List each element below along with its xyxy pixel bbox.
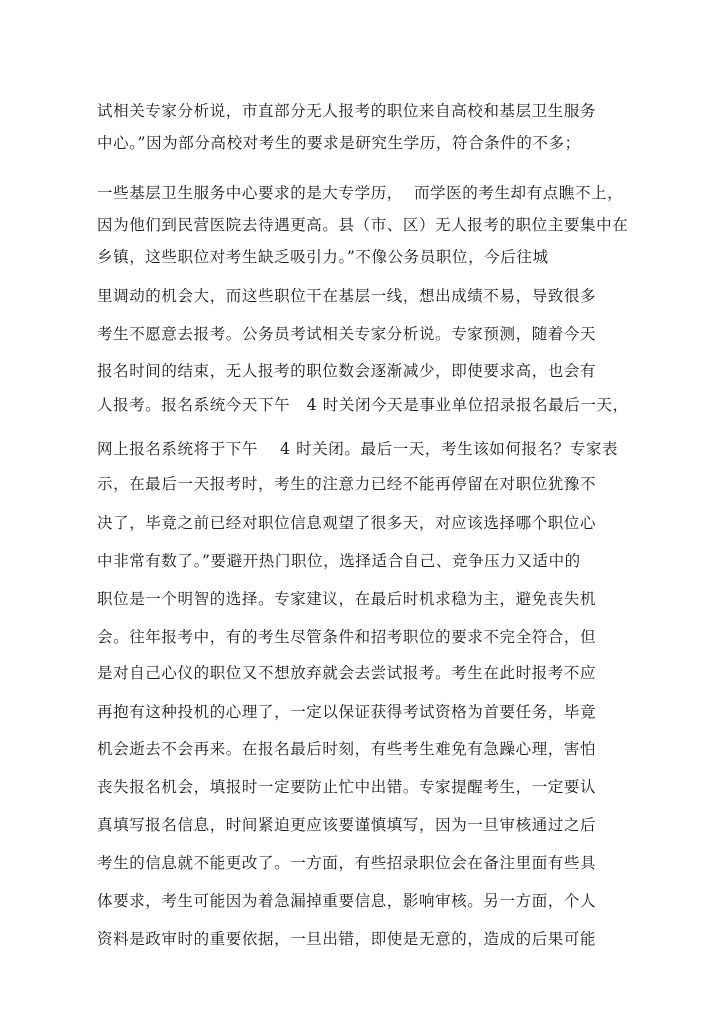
text-line: 丧失报名机会，填报时一定要防止忙中出错。专家提醒考生，一定要认 [97, 778, 597, 796]
text-line: 网上报名系统将于下午 4 时关闭。最后一天，考生该如何报名？专家表 [97, 440, 619, 458]
text-line: 示，在最后一天报考时，考生的注意力已经不能再停留在对职位犹豫不 [97, 475, 597, 493]
text-line: 试相关专家分析说，市直部分无人报考的职位来自高校和基层卫生服务 [97, 102, 597, 120]
text-line: 里调动的机会大，而这些职位干在基层一线，想出成绩不易，导致很多 [97, 287, 597, 305]
text-line: 中非常有数了。”要避开热门职位，选择适合自己、竞争压力又适中的 [97, 552, 581, 570]
text-line: 资料是政审时的重要依据，一旦出错，即使是无意的，造成的后果可能 [97, 930, 597, 948]
text-line: 真填写报名信息，时间紧迫更应该要谨慎填写，因为一旦审核通过之后 [97, 816, 597, 834]
text-line: 报名时间的结束，无人报考的职位数会逐渐减少，即使要求高，也会有 [97, 362, 597, 380]
text-line: 是对自己心仪的职位又不想放弃就会去尝试报考。考生在此时报考不应 [97, 664, 597, 682]
text-line: 因为他们到民营医院去待遇更高。县（市、区）无人报考的职位主要集中在 [97, 216, 629, 234]
text-line: 机会逝去不会再来。在报名最后时刻，有些考生难免有急躁心理，害怕 [97, 740, 597, 758]
text-line: 决了，毕竟之前已经对职位信息观望了很多天，对应该选择哪个职位心 [97, 514, 597, 532]
text-line: 考生不愿意去报考。公务员考试相关专家分析说。专家预测，随着今天 [97, 325, 597, 343]
text-line: 会。往年报考中，有的考生尽管条件和招考职位的要求不完全符合，但 [97, 628, 597, 646]
text-line: 乡镇，这些职位对考生缺乏吸引力。”不像公务员职位，今后往城 [97, 248, 549, 266]
text-line: 体要求，考生可能因为着急漏掉重要信息，影响审核。另一方面，个人 [97, 892, 597, 910]
text-line: 中心。”因为部分高校对考生的要求是研究生学历，符合条件的不多； [97, 134, 581, 152]
text-line: 再抱有这种投机的心理了，一定以保证获得考试资格为首要任务，毕竟 [97, 703, 597, 721]
text-line: 人报考。报名系统今天下午 4 时关闭今天是事业单位招录报名最后一天， [97, 396, 629, 414]
text-line: 职位是一个明智的选择。专家建议，在最后时机求稳为主，避免丧失机 [97, 590, 597, 608]
text-line: 考生的信息就不能更改了。一方面，有些招录职位会在备注里面有些具 [97, 854, 597, 872]
text-line: 一些基层卫生服务中心要求的是大专学历， 而学医的考生却有点瞧不上， [97, 184, 624, 202]
